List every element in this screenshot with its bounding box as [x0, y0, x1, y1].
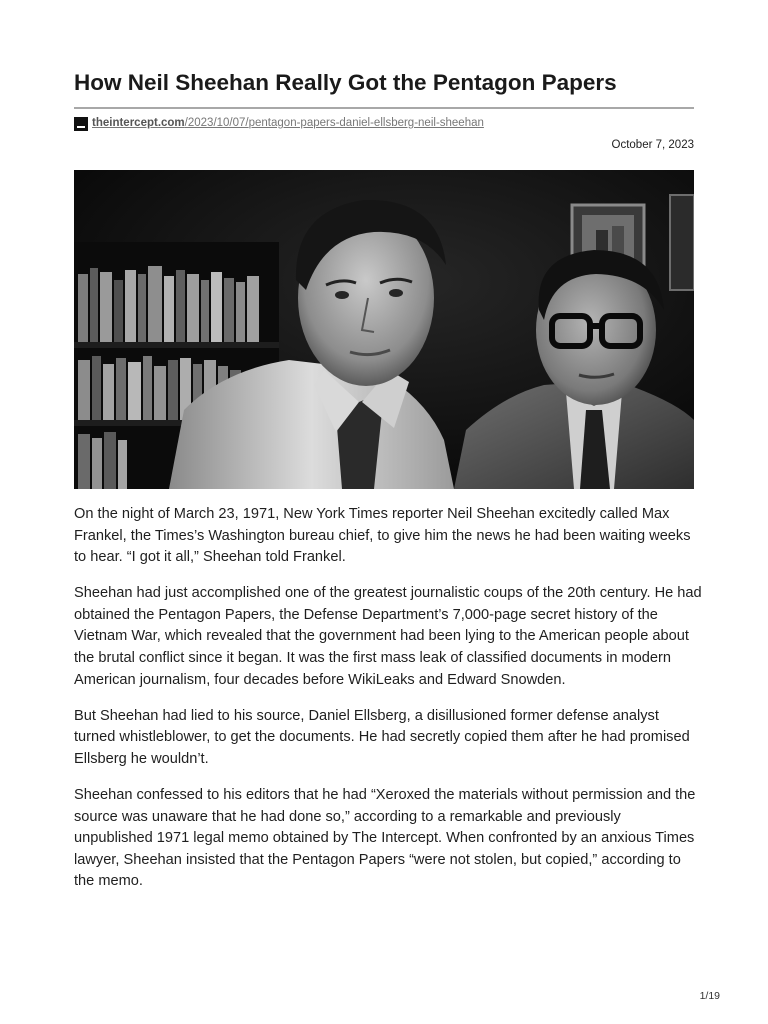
paragraph-2: Sheehan had just accomplished one of the greatest journalistic coups of the 20th century. He had obtained the Pentagon Papers, the Defense Department’s 7,000-page secret history of the Vietnam War, which revealed that the government had been lying to the American people about the brutal conflict since it began. It was the first mass leak of classified documents in modern American journalism, four decades before WikiLeaks and Edward Snowden. [74, 585, 702, 688]
title-divider [74, 107, 694, 109]
source-url-date-path: /2023/10/07/ [184, 117, 249, 129]
source-url-slug: pentagon-papers-daniel-ellsberg-neil-sheehan [248, 117, 484, 129]
site-favicon-icon [74, 117, 88, 131]
paragraph-4: Sheehan confessed to his editors that he had “Xeroxed the materials without permission and the source was unaware that he had done so,” according to a remarkable and previously unpublished 1971 legal memo obtained by The Intercept. When confronted by an anxious Times lawyer, Sheehan insisted that the Pentagon Papers “were not stolen, but copied,” according to the memo. [74, 787, 696, 890]
page-number: 1/19 [699, 990, 720, 1002]
paragraph-3: But Sheehan had lied to his source, Daniel Ellsberg, a disillusioned former defense analyst turned whistleblower, to get the documents. He had secretly copied them after he had promised Ellsberg he wouldn’t. [74, 707, 690, 767]
source-url-link[interactable] [92, 117, 484, 129]
paragraph-1: On the night of March 23, 1971, New York Times reporter Neil Sheehan excitedly called Max Frankel, the Times’s Washington bureau chief, to give him the news he had been waiting weeks to hear. “I got it all,” Sheehan told Frankel. [74, 506, 691, 566]
article-photo [74, 170, 694, 489]
article-title: How Neil Sheehan Really Got the Pentagon Papers [74, 70, 617, 95]
source-url-host: theintercept.com [92, 117, 185, 129]
article-date: October 7, 2023 [611, 139, 694, 151]
source-line [74, 115, 484, 131]
article-body [74, 504, 702, 908]
